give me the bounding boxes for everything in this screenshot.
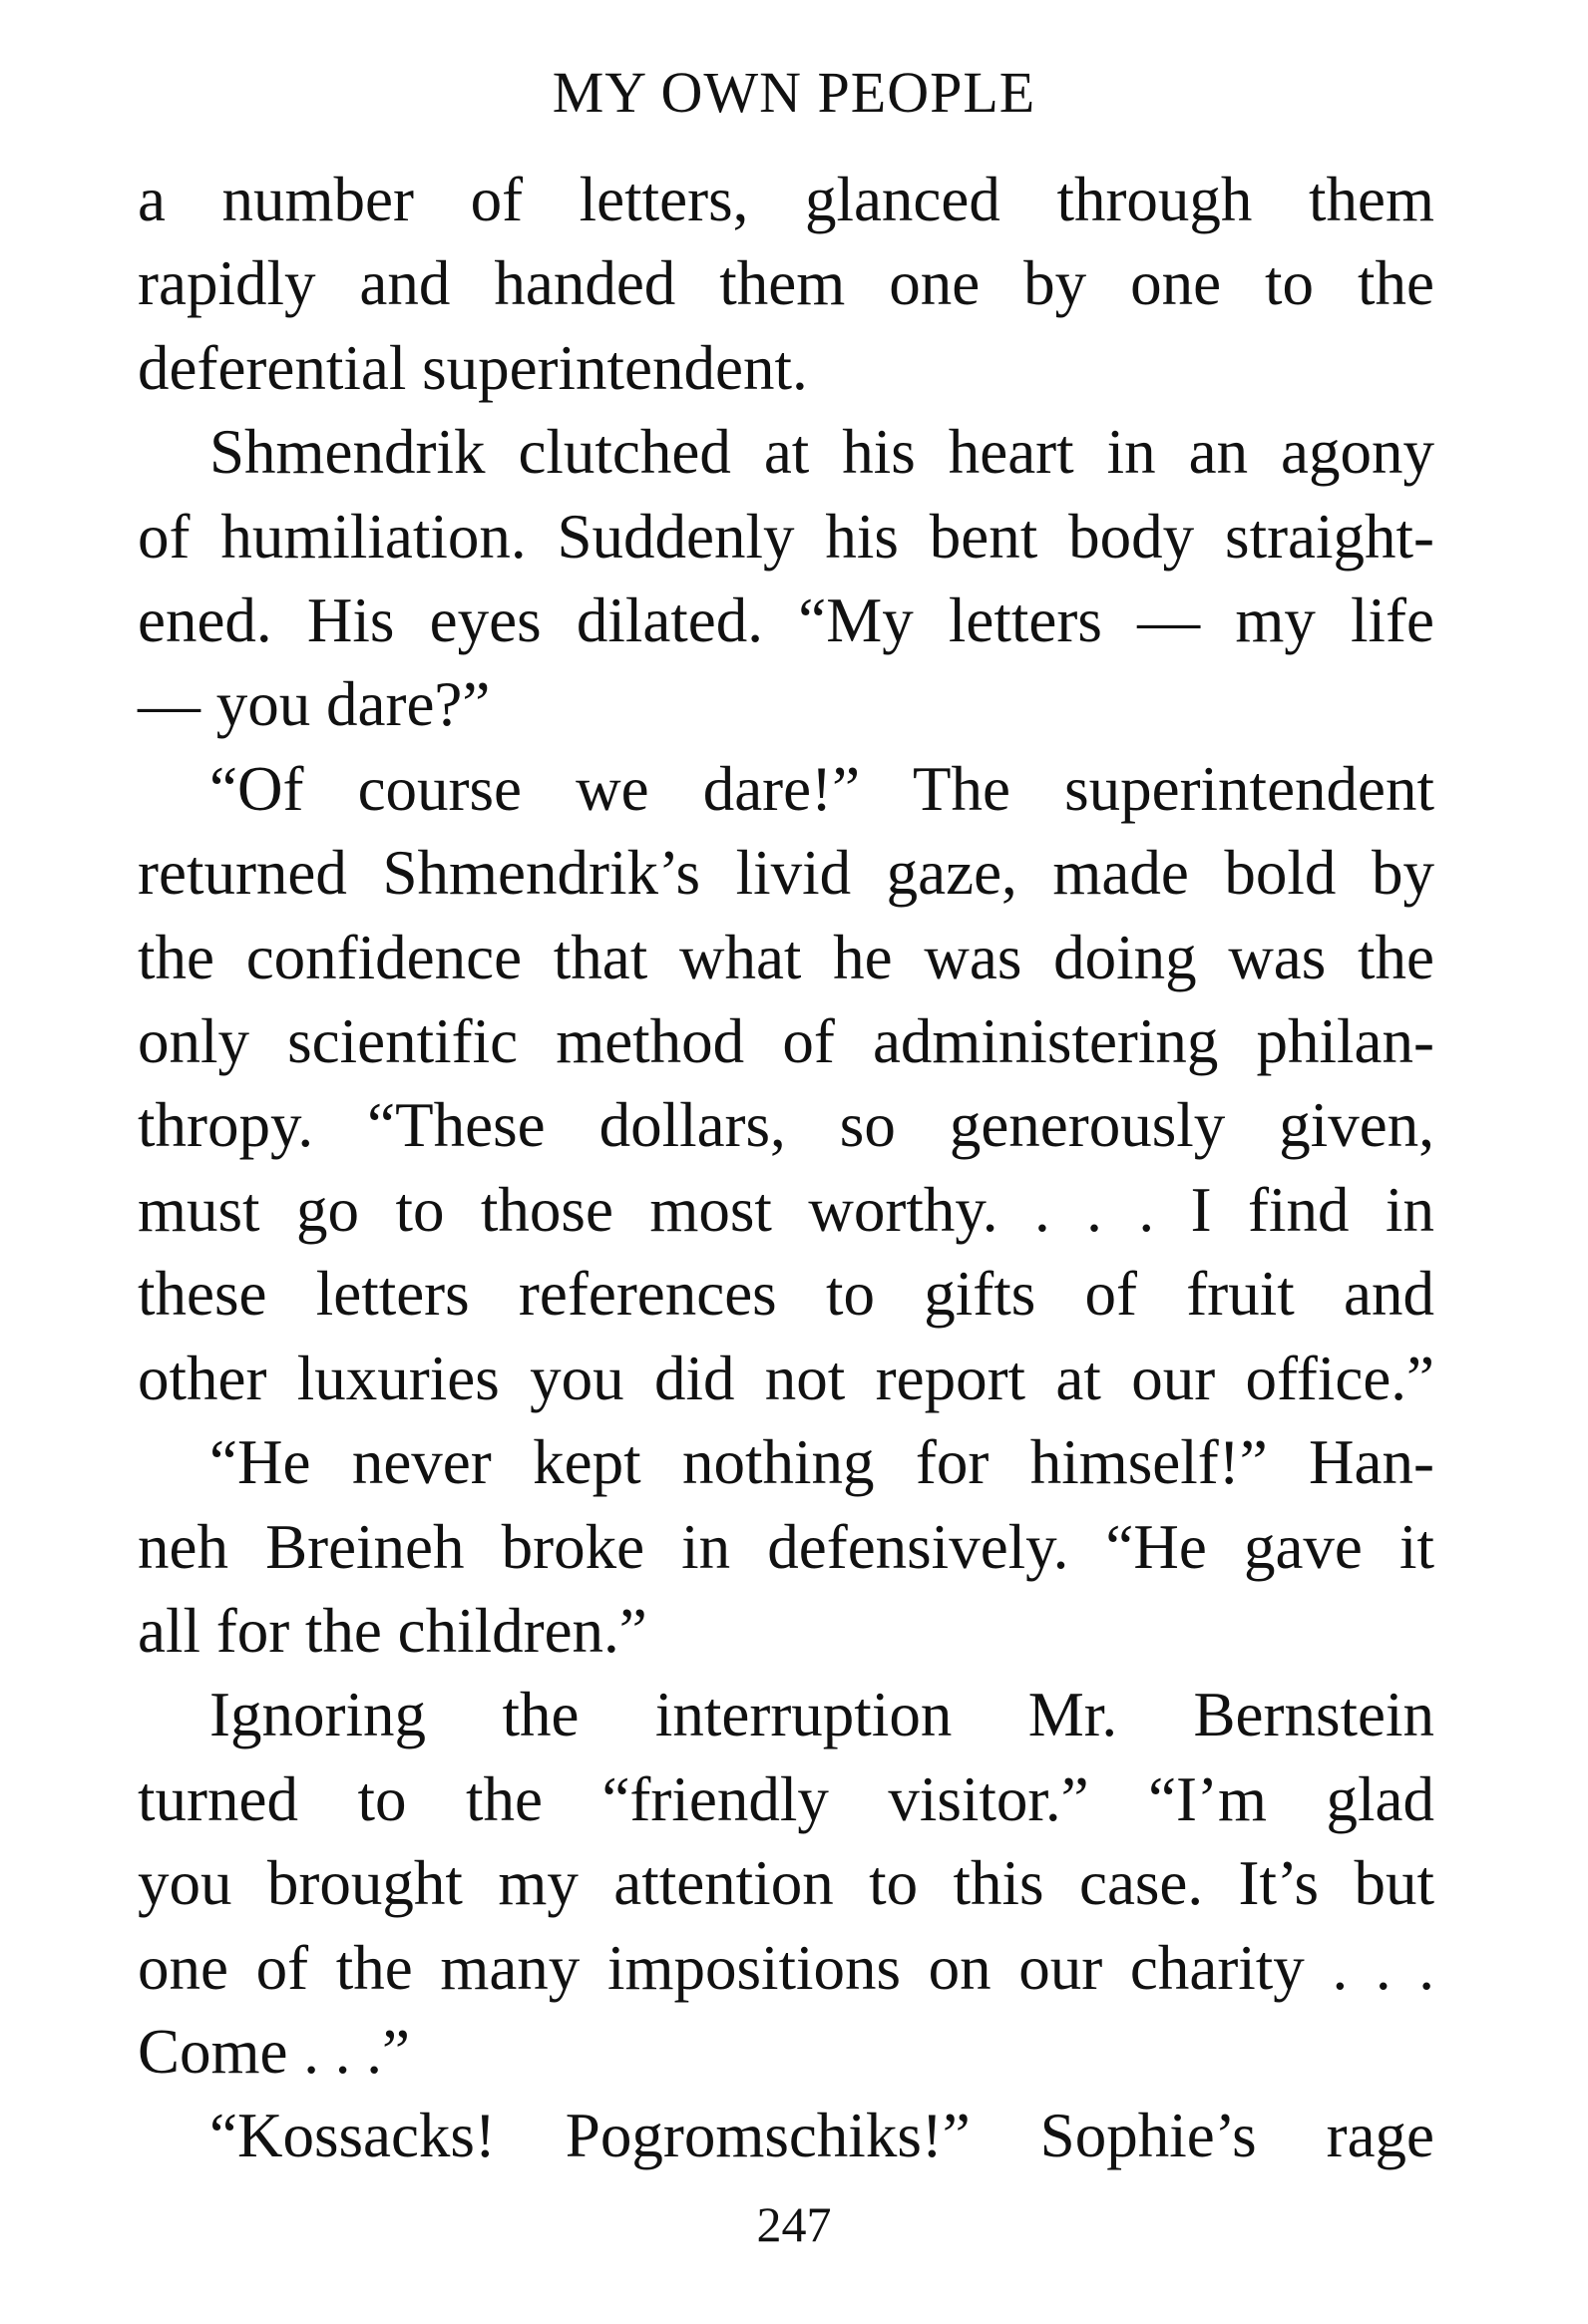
text-line: you brought my attention to this case. It’s but <box>138 1848 1434 1919</box>
text-line: Come . . .” <box>138 2016 410 2087</box>
text-line: only scientific method of administering philan- <box>138 1006 1434 1077</box>
text-line: rapidly and handed them one by one to the <box>138 248 1434 319</box>
text-line: other luxuries you did not report at our office.” <box>138 1343 1434 1413</box>
text-line: one of the many impositions on our charity . . . <box>138 1932 1434 2003</box>
text-line: neh Breineh broke in defensively. “He gave it <box>138 1511 1434 1582</box>
text-line: — you dare?” <box>138 669 491 740</box>
text-line: Shmendrik clutched at his heart in an agony <box>209 417 1434 488</box>
text-line: deferential superintendent. <box>138 332 808 403</box>
text-line: must go to those most worthy. . . . I find in <box>138 1174 1434 1245</box>
text-line: all for the children.” <box>138 1595 647 1666</box>
text-line: a number of letters, glanced through them <box>138 165 1434 234</box>
text-line: “He never kept nothing for himself!” Han- <box>209 1427 1434 1498</box>
text-line: returned Shmendrik’s livid gaze, made bold by <box>138 838 1434 909</box>
text-line: the confidence that what he was doing was the <box>138 922 1434 992</box>
text-line: of humiliation. Suddenly his bent body straight- <box>138 501 1434 572</box>
running-head: MY OWN PEOPLE <box>552 60 1036 125</box>
text-line: thropy. “These dollars, so generously given, <box>138 1090 1434 1161</box>
text-line: ened. His eyes dilated. “My letters — my life <box>138 585 1434 656</box>
text-line: “Kossacks! Pogromschiks!” Sophie’s rage <box>209 2101 1434 2171</box>
text-line: turned to the “friendly visitor.” “I’m glad <box>138 1763 1434 1834</box>
text-line: Ignoring the interruption Mr. Bernstein <box>209 1680 1434 1750</box>
page-number: 247 <box>756 2196 832 2252</box>
body-text <box>138 158 1434 2178</box>
text-line: these letters references to gifts of fruit and <box>138 1259 1434 1330</box>
text-line: “Of course we dare!” The superintendent <box>209 753 1434 824</box>
